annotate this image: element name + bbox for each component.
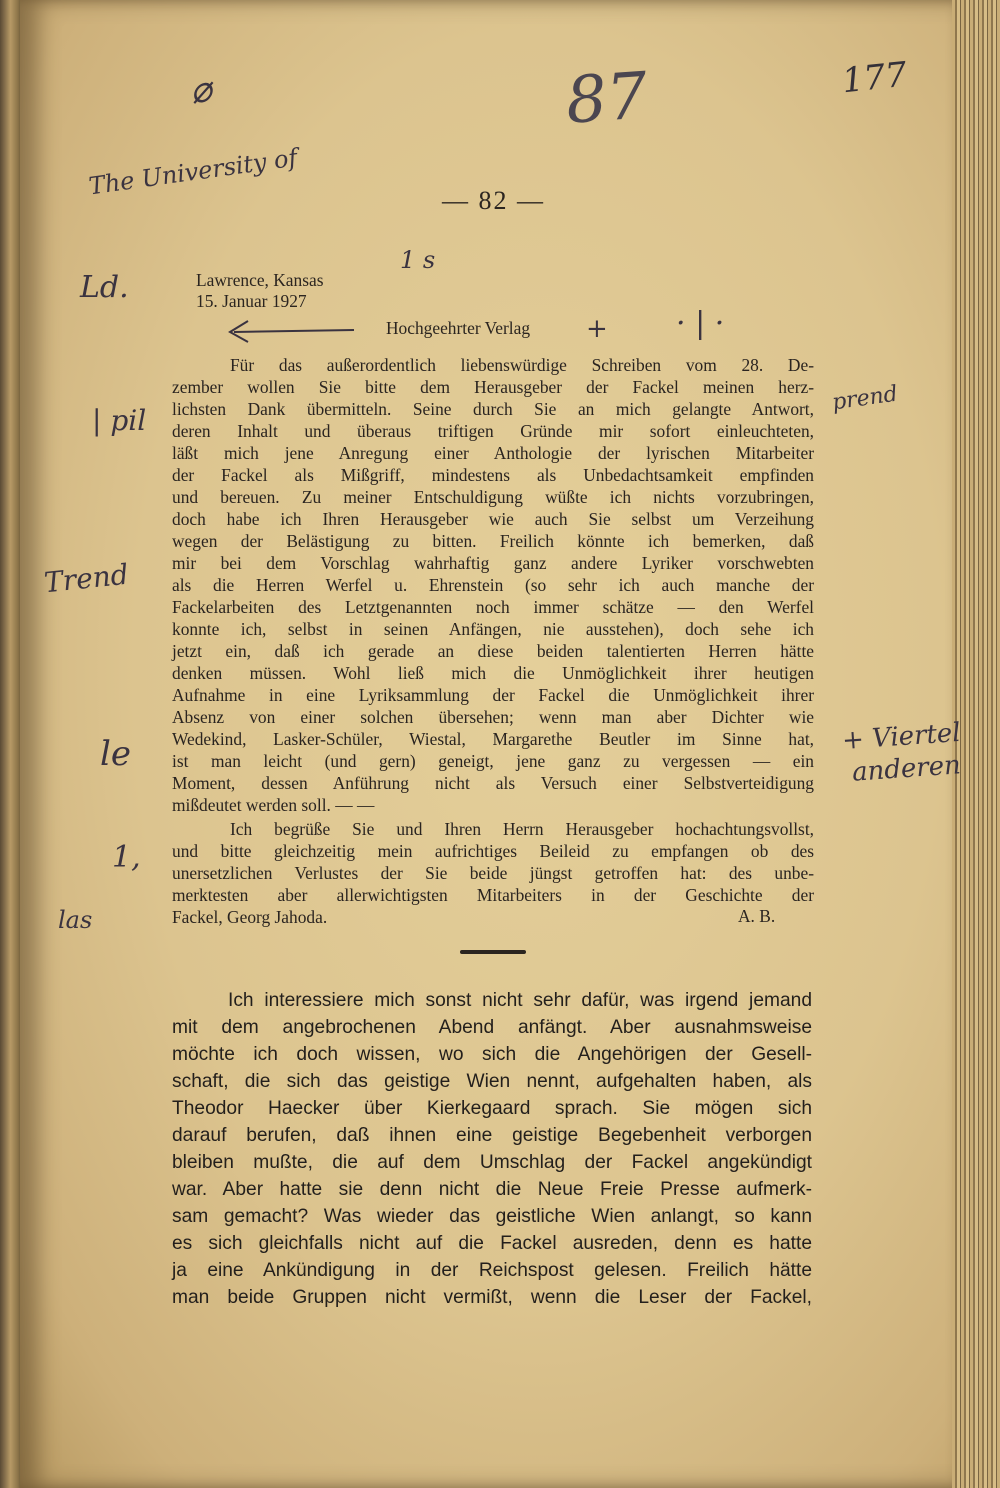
letter-line: und bitte gleichzeitig mein aufrichtiges Beileid zu empfangen ob des	[172, 841, 814, 861]
annotation-deletion-mark: ⌀	[186, 68, 216, 113]
annotation-viertel: + Viertel	[841, 717, 962, 757]
annotation-plus-mark: +	[586, 314, 608, 344]
letter-line: Fackel, Georg Jahoda.	[172, 907, 328, 927]
annotation-stroke-mark: · | ·	[676, 306, 725, 341]
letter-line: mißdeutet werden soll. — —	[172, 795, 375, 815]
letter-line: Ich begrüße Sie und Ihren Herrn Herausgeber hochachtungsvollst,	[230, 819, 814, 839]
essay-line: ja eine Ankündigung in der Reichspost gelesen. Freilich hätte	[172, 1260, 812, 1281]
essay-line: war. Aber hatte sie denn nicht die Neue Freie Presse aufmerk-	[172, 1179, 812, 1200]
letter-line: Fackelarbeiten des Letztgenannten noch immer schätze — den Werfel	[172, 597, 814, 617]
letter-line: Absenz von einer solchen übersehen; wenn man aber Dichter wie	[172, 707, 814, 727]
essay-line: bleiben mußte, die auf dem Umschlag der Fackel angekündigt	[172, 1152, 812, 1173]
letter-line: Aufnahme in eine Lyriksammlung der Fackel die Unmöglichkeit ihrer	[172, 685, 814, 705]
letter-line: unersetzlichen Verlustes der Sie beide jüngst getroffen hat: des unbe-	[172, 863, 814, 883]
letter-line: lichsten Dank übermitteln. Seine durch Sie an mich gelangte Antwort,	[172, 399, 814, 419]
letter-line: wegen der Belästigung zu bitten. Freilich könnte ich bemerken, daß	[172, 531, 814, 551]
essay-line: Theodor Haecker über Kierkegaard sprach. Sie mögen sich	[172, 1098, 812, 1119]
letter-line: und bereuen. Zu meiner Entschuldigung wüßte ich nichts vorzubringen,	[172, 487, 814, 507]
folio-number: 177	[840, 54, 909, 102]
letter-line: Für das außerordentlich liebenswürdige Schreiben vom 28. De-	[230, 355, 814, 375]
marginal-pencil-number: 87	[563, 59, 650, 139]
section-separator	[460, 950, 526, 954]
letter-line: deren Inhalt und überaus triftigen Gründe mir sofort einleuchteten,	[172, 421, 814, 441]
annotation-slash-marks: 1,	[112, 840, 141, 875]
letter-line: jetzt ein, daß ich gerade an diese beiden talentierten Herren hätte	[172, 641, 814, 661]
essay-line: schaft, die sich das geistige Wien nennt, aufgehalten haben, als	[172, 1071, 812, 1092]
letter-line: Moment, dessen Anführung nicht als Versuch einer Selbstverteidigung	[172, 773, 814, 793]
arrow-left-icon	[226, 318, 356, 344]
annotation-1s: 1 s	[400, 246, 436, 274]
annotation-prend: prend	[830, 381, 900, 416]
letter-line: der Fackel als Mißgriff, mindestens als Unbedachtsamkeit empfinden	[172, 465, 814, 485]
annotation-ld: Ld.	[80, 270, 129, 305]
page-number: — 82 —	[442, 186, 545, 215]
annotation-pil: | pil	[92, 404, 147, 437]
annotation-las: las	[58, 906, 93, 934]
essay-line: es sich gleichfalls nicht auf die Fackel ausreden, denn es hatte	[172, 1233, 812, 1254]
letter-date: 15. Januar 1927	[196, 291, 307, 311]
essay-line: sam gemacht? Was wieder das geistliche Wien anlangt, so kann	[172, 1206, 812, 1227]
essay-line: man beide Gruppen nicht vermißt, wenn die Leser der Fackel,	[172, 1287, 812, 1308]
letter-line: mir bei dem Vorschlag wahrhaftig ganz andere Lyriker vorschwebten	[172, 553, 814, 573]
letter-signature: A. B.	[738, 906, 776, 926]
annotation-anderen: anderen	[851, 750, 962, 788]
annotation-top-left: The University of	[87, 143, 299, 201]
letter-line: zember wollen Sie bitte dem Herausgeber der Fackel meinen herz-	[172, 377, 814, 397]
letter-line: läßt mich jene Anregung einer Anthologie der lyrischen Mitarbeiter	[172, 443, 814, 463]
letter-place: Lawrence, Kansas	[196, 270, 324, 290]
essay-line: mit dem angebrochenen Abend anfängt. Aber ausnahmsweise	[172, 1017, 812, 1038]
annotation-le: le	[100, 734, 131, 774]
letter-line: ist man leicht (und gern) geneigt, jene ganz zu vergessen — ein	[172, 751, 814, 771]
letter-line: als die Herren Werfel u. Ehrenstein (so sehr ich auch manche der	[172, 575, 814, 595]
essay-line: Ich interessiere mich sonst nicht sehr dafür, was irgend jemand	[228, 990, 812, 1011]
letter-line: merktesten aber allerwichtigsten Mitarbeiters in der Geschichte der	[172, 885, 814, 905]
letter-line: Wedekind, Lasker-Schüler, Wiestal, Margarethe Beutler im Sinne hat,	[172, 729, 814, 749]
essay-line: möchte ich doch wissen, wo sich die Angehörigen der Gesell-	[172, 1044, 812, 1065]
letter-line: denken müssen. Wohl ließ mich die Unmöglichkeit ihrer heutigen	[172, 663, 814, 683]
letter-line: doch habe ich Ihren Herausgeber wie auch Sie selbst um Verzeihung	[172, 509, 814, 529]
letter-line: konnte ich, selbst in seinen Anfängen, nie ausstehen), doch sehe ich	[172, 619, 814, 639]
letter-salutation: Hochgeehrter Verlag	[386, 318, 531, 338]
annotation-trend: Trend	[42, 557, 131, 600]
essay-line: darauf berufen, daß ihnen eine geistige Begebenheit verborgen	[172, 1125, 812, 1146]
